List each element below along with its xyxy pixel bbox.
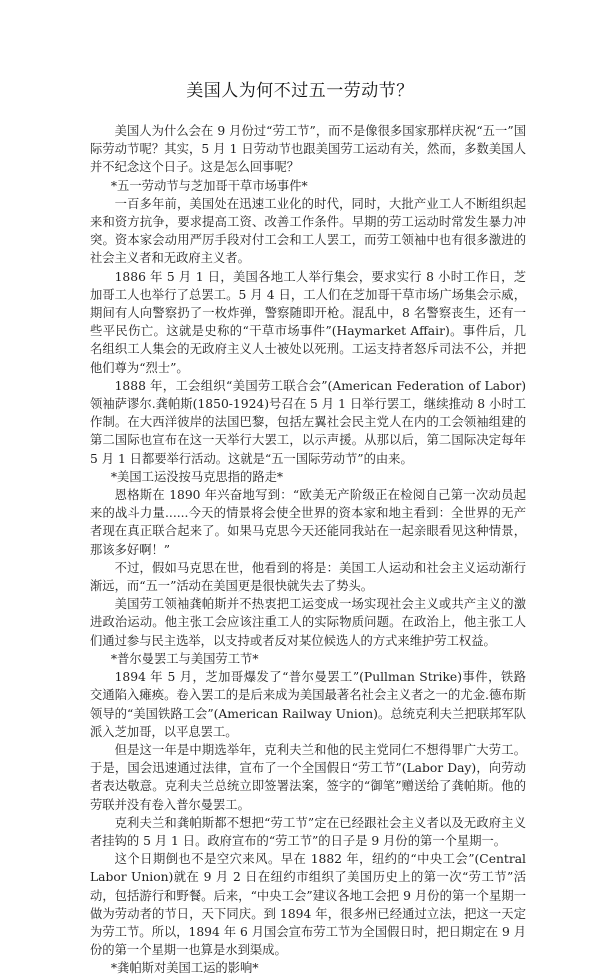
paragraph: 但是这一年是中期选举年，克利夫兰和他的民主党同仁不想得罪广大劳工。于是，国会迅速通过法律，宣布了一个全国假日“劳工节”(Labor Day)，向劳动者表达敬意。克利夫兰总统立即签署法案，签字的“御笔”赠送给了龚帕斯。他的劳联并没有卷入普尔曼罢工。 <box>90 742 526 812</box>
paragraph: 这个日期倒也不是空穴来风。早在 1882 年，纽约的“中央工会”(Central Labor Union)就在 9 月 2 日在纽约市组织了美国历史上的第一次“劳工节”活动，包括游行和野餐。后来，“中央工会”建议各地工会把 9 月份的第一个星期一做为劳动者的节日，天下同庆。到 1894 年，很多州已经通过立法，把这一天定为劳工节。所以，1894 年 6 月国会宣布劳工节为全国假日时，把日期定在 9 月份的第一个星期一也算是水到渠成。 <box>90 852 526 958</box>
section-heading: *美国工运没按马克思指的路走* <box>110 469 284 484</box>
section-heading: *普尔曼罢工与美国劳工节* <box>110 651 259 666</box>
document-body <box>90 122 526 978</box>
paragraph: 恩格斯在 1890 年兴奋地写到：“欧美无产阶级正在检阅自己第一次动员起来的战斗力量......今天的情景将会使全世界的资本家和地主看到：全世界的无产者现在真正联合起来了。如果马克思今天还能同我站在一起亲眼看见这种情景，那该多好啊！” <box>90 488 526 557</box>
paragraph: 一百多年前，美国处在迅速工业化的时代，同时，大批产业工人不断组织起来和资方抗争，要求提高工资、改善工作条件。早期的劳工运动时常发生暴力冲突。资本家会动用严厉手段对付工会和工人罢工，而劳工领袖中也有很多激进的社会主义者和无政府主义者。 <box>90 196 526 266</box>
paragraph: 不过，假如马克思在世，他看到的将是：美国工人运动和社会主义运动渐行渐远，而“五一”活动在美国更是很快就失去了势头。 <box>90 560 526 594</box>
paragraph: 克利夫兰和龚帕斯都不想把“劳工节”定在已经跟社会主义者以及无政府主义者挂钩的 5 月 1 日。政府宣布的“劳工节”的日子是 9 月份的第一个星期一。 <box>90 815 526 848</box>
document-title: 美国人为何不过五一劳动节？ <box>186 81 414 101</box>
paragraph: 1894 年 5 月，芝加哥爆发了“普尔曼罢工”(Pullman Strike)事件，铁路交通陷入瘫痪。卷入罢工的是后来成为美国最著名社会主义者之一的尤金.德布斯领导的“美国铁路工会”(American Railway Union)。总统克利夫兰把联邦军队派入芝加哥，以平息罢工。 <box>90 670 526 739</box>
paragraph: 美国劳工领袖龚帕斯并不热衷把工运变成一场实现社会主义或共产主义的激进政治运动。他主张工会应该注重工人的实际物质问题。在政治上，他主张工人们通过参与民主选举，以支持或者反对某位候选人的方式来维护劳工权益。 <box>90 597 526 648</box>
section-heading: *五一劳动节与芝加哥干草市场事件* <box>110 178 308 193</box>
paragraph: 1886 年 5 月 1 日，美国各地工人举行集会，要求实行 8 小时工作日，芝加哥工人也举行了总罢工。5 月 4 日，工人们在芝加哥干草市场广场集会示威，期间有人向警察扔了一枚炸弹，警察随即开枪。混乱中，8 名警察丧生，还有一些平民伤亡。这就是史称的“干草市场事件”(Haymarket Affair)。事件后，几名组织工人集会的无政府主义人士被处以死刑。工运支持者怒斥司法不公，并把他们尊为“烈士”。 <box>90 269 526 375</box>
paragraph: 1888 年，工会组织“美国劳工联合会”(American Federation of Labor)领袖萨谬尔.龚帕斯(1850-1924)号召在 5 月 1 日举行罢工，继续推动 8 小时工作制。在大西洋彼岸的法国巴黎，包括左翼社会民主党人在内的工会领袖组建的第二国际也宣布在这一天举行大罢工，以示声援。从那以后，第二国际决定每年 5 月 1 日都要举行活动。这就是“五一国际劳动节”的由来。 <box>90 378 526 466</box>
section-heading: *龚帕斯对美国工运的影响* <box>110 961 259 976</box>
paragraph: 美国人为什么会在 9 月份过“劳工节”，而不是像很多国家那样庆祝“五一”国际劳动节呢？其实，5 月 1 日劳动节也跟美国劳工运动有关，然而，多数美国人并不纪念这个日子。这是怎么回事呢？ <box>90 124 526 175</box>
